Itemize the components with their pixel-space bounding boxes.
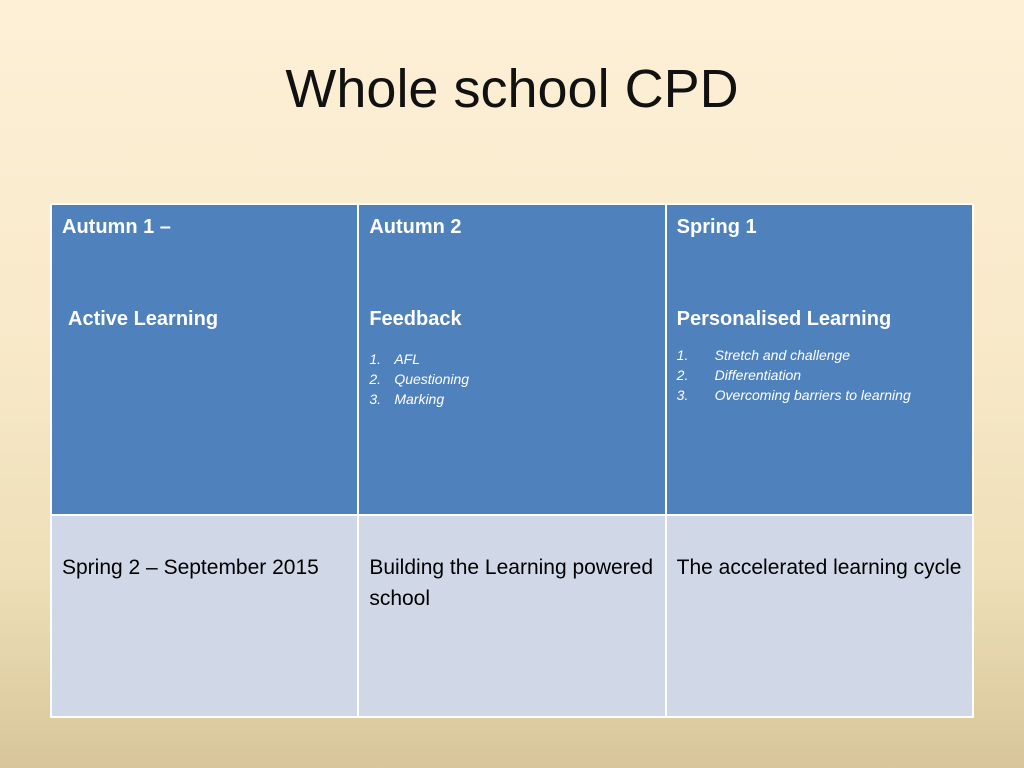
list-text: Overcoming barriers to learning (714, 387, 911, 403)
list-text: Differentiation (714, 367, 802, 383)
list-number: 2. (369, 371, 382, 387)
list-item (369, 369, 654, 389)
table-cell-spring-2: Spring 2 – September 2015 (51, 515, 358, 717)
table-cell-autumn-2 (358, 204, 665, 515)
list-text: Questioning (394, 371, 470, 387)
term-label: Autumn 1 – (62, 216, 171, 238)
list-item (677, 345, 962, 365)
list-item (677, 365, 962, 385)
theme-label: Personalised Learning (676, 308, 892, 330)
list-text: AFL (394, 351, 421, 367)
topic-list (369, 349, 654, 409)
list-number: 3. (676, 387, 689, 403)
list-number: 2. (676, 367, 689, 383)
slide-title: Whole school CPD (285, 59, 739, 119)
list-number: 1. (676, 347, 689, 363)
theme-label: Active Learning (68, 308, 219, 330)
list-item (369, 349, 654, 369)
table-cell-spring-1 (666, 204, 973, 515)
table-cell-learning-powered: Building the Learning powered school (358, 515, 665, 717)
list-number: 3. (369, 391, 382, 407)
term-label: Spring 1 (676, 216, 757, 238)
table-row (51, 515, 973, 717)
list-text: Marking (394, 391, 445, 407)
list-number: 1. (369, 351, 382, 367)
table-cell-accelerated-learning: The accelerated learning cycle (666, 515, 973, 717)
theme-label: Feedback (369, 308, 462, 330)
list-item (369, 389, 654, 409)
topic-list (677, 345, 962, 405)
list-text: Stretch and challenge (714, 347, 851, 363)
cpd-schedule-table (50, 203, 974, 718)
term-label: Autumn 2 (369, 216, 462, 238)
table-cell-autumn-1 (51, 204, 358, 515)
list-item (677, 385, 962, 405)
table-row (51, 204, 973, 515)
